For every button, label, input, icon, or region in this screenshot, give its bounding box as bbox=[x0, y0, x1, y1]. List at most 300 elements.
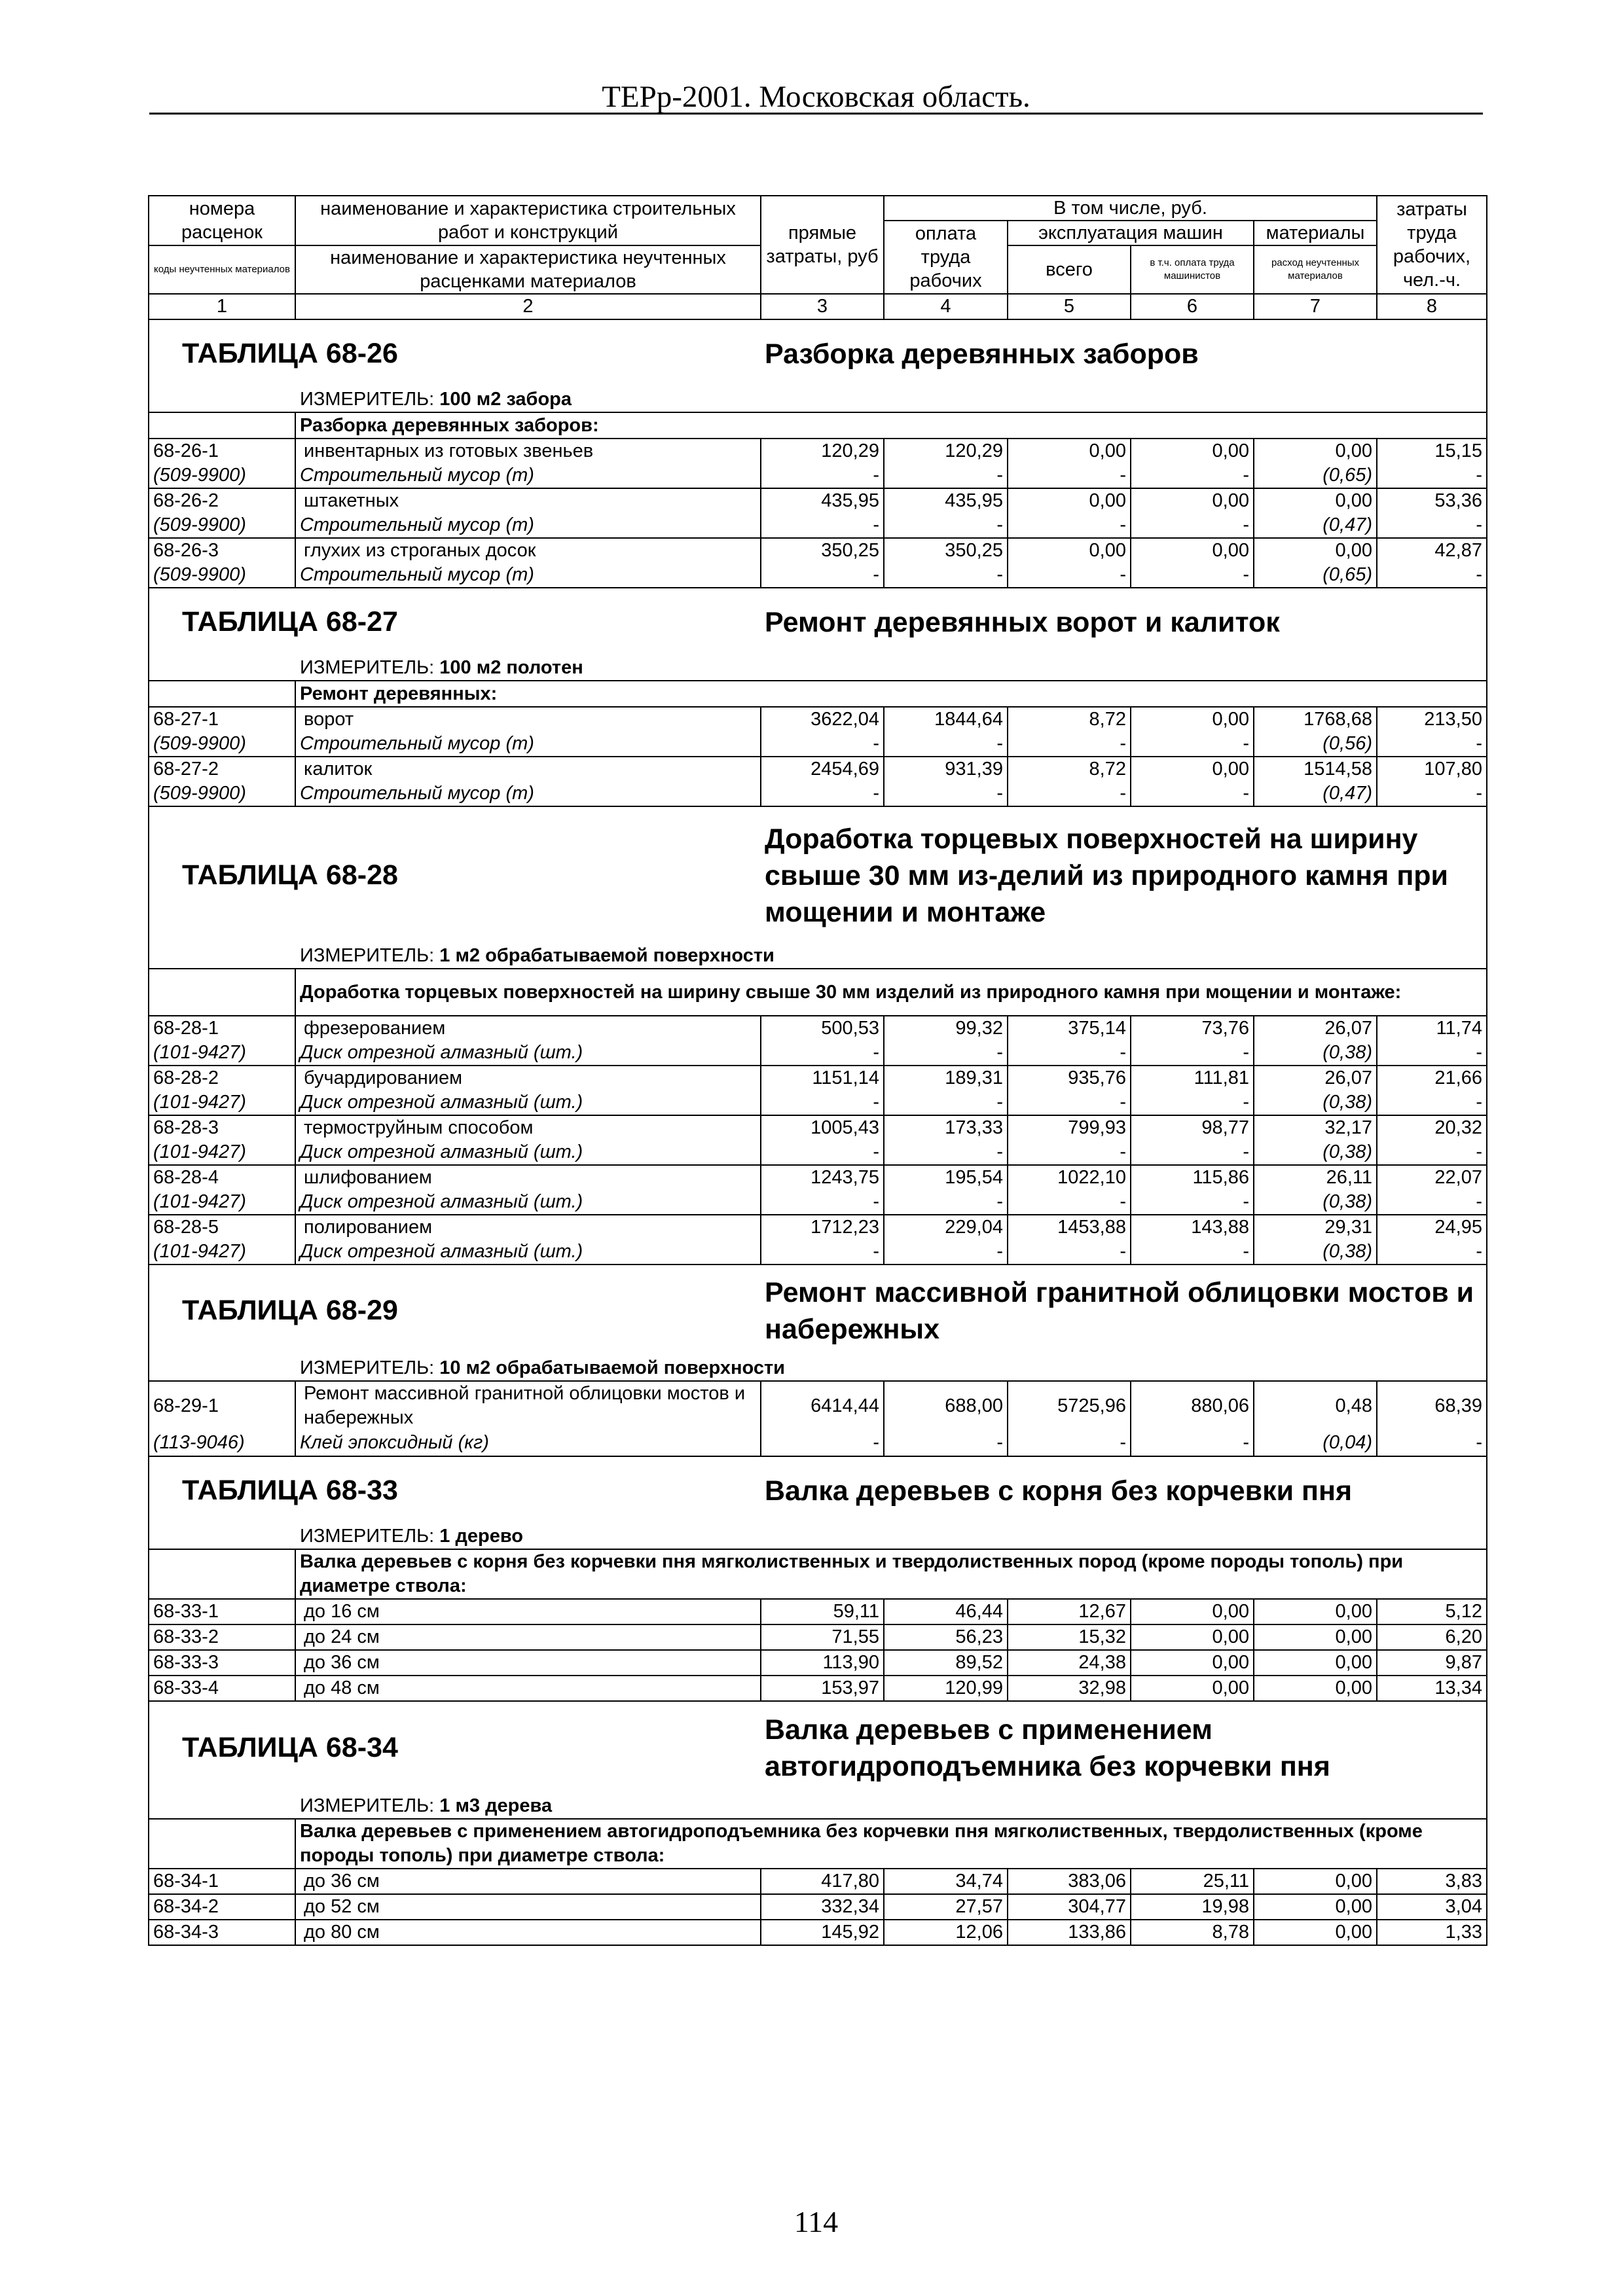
table-row bbox=[149, 1624, 1487, 1650]
value-cell: 417,80 bbox=[761, 1869, 884, 1894]
measure-row bbox=[149, 1524, 1487, 1549]
rate-code: 68-28-3 bbox=[149, 1115, 295, 1140]
material-row bbox=[149, 1090, 1487, 1115]
section-code-cell bbox=[149, 969, 295, 1016]
material-name: Строительный мусор (т) bbox=[295, 513, 761, 538]
material-value: (0,56) bbox=[1254, 732, 1377, 757]
table-number: ТАБЛИЦА 68-28 bbox=[149, 806, 761, 944]
value-cell: 32,17 bbox=[1254, 1115, 1377, 1140]
rate-name: до 36 см bbox=[295, 1869, 761, 1894]
value-cell: 1005,43 bbox=[761, 1115, 884, 1140]
column-numbers-row bbox=[149, 294, 1487, 319]
table-number: ТАБЛИЦА 68-26 bbox=[149, 319, 761, 387]
material-name: Диск отрезной алмазный (шт.) bbox=[295, 1190, 761, 1215]
col-num: 4 bbox=[884, 294, 1008, 319]
value-cell: 1453,88 bbox=[1008, 1215, 1131, 1240]
rate-name: бучардированием bbox=[295, 1066, 761, 1090]
material-code: (101-9427) bbox=[149, 1041, 295, 1066]
section-title: Валка деревьев с применением автогидроподъемника без корчевки пня мягколиственных, твердолиственных (кроме породы тополь) при диаметре ствола: bbox=[295, 1819, 1487, 1869]
section-row bbox=[149, 412, 1487, 439]
material-row bbox=[149, 463, 1487, 488]
value-cell: 8,72 bbox=[1008, 707, 1131, 732]
value-cell: 53,36 bbox=[1377, 488, 1487, 513]
material-value: - bbox=[1008, 1430, 1131, 1456]
measure-cell bbox=[149, 1524, 1487, 1549]
value-cell: 115,86 bbox=[1131, 1165, 1254, 1190]
material-value: - bbox=[1377, 1430, 1487, 1456]
value-cell: 89,52 bbox=[884, 1650, 1008, 1676]
value-cell: 1514,58 bbox=[1254, 757, 1377, 781]
value-cell: 931,39 bbox=[884, 757, 1008, 781]
material-value: (0,47) bbox=[1254, 513, 1377, 538]
value-cell: 0,00 bbox=[1131, 707, 1254, 732]
rate-code: 68-27-1 bbox=[149, 707, 295, 732]
value-cell: 3622,04 bbox=[761, 707, 884, 732]
value-cell: 21,66 bbox=[1377, 1066, 1487, 1090]
value-cell: 0,00 bbox=[1254, 1676, 1377, 1701]
measure-value: 10 м2 обрабатываемой поверхности bbox=[439, 1357, 785, 1378]
table-title: Разборка деревянных заборов bbox=[761, 319, 1487, 387]
table-row bbox=[149, 1599, 1487, 1624]
material-value: - bbox=[1131, 732, 1254, 757]
table-row bbox=[149, 439, 1487, 463]
rate-name: шлифованием bbox=[295, 1165, 761, 1190]
value-cell: 56,23 bbox=[884, 1624, 1008, 1650]
value-cell: 1151,14 bbox=[761, 1066, 884, 1090]
material-value: (0,38) bbox=[1254, 1041, 1377, 1066]
value-cell: 1712,23 bbox=[761, 1215, 884, 1240]
material-value: - bbox=[1008, 1041, 1131, 1066]
col-machines-header: эксплуатация машин bbox=[1008, 221, 1254, 245]
col-laborpay-header: оплата труда рабочих bbox=[884, 221, 1008, 294]
measure-value: 1 дерево bbox=[439, 1526, 524, 1547]
material-value: - bbox=[884, 1190, 1008, 1215]
value-cell: 11,74 bbox=[1377, 1016, 1487, 1041]
material-name: Диск отрезной алмазный (шт.) bbox=[295, 1041, 761, 1066]
section-row bbox=[149, 969, 1487, 1016]
value-cell: 133,86 bbox=[1008, 1920, 1131, 1945]
measure-value: 100 м2 забора bbox=[439, 389, 572, 410]
value-cell: 59,11 bbox=[761, 1599, 884, 1624]
measure-value: 1 м2 обрабатываемой поверхности bbox=[439, 945, 775, 966]
rate-name: до 24 см bbox=[295, 1624, 761, 1650]
value-cell: 688,00 bbox=[884, 1381, 1008, 1430]
section-row bbox=[149, 681, 1487, 707]
measure-value: 100 м2 полотен bbox=[439, 657, 583, 678]
material-name: Строительный мусор (т) bbox=[295, 732, 761, 757]
material-code: (101-9427) bbox=[149, 1140, 295, 1165]
material-code: (509-9900) bbox=[149, 463, 295, 488]
table-number: ТАБЛИЦА 68-29 bbox=[149, 1265, 761, 1356]
material-value: - bbox=[1377, 563, 1487, 588]
material-value: - bbox=[761, 563, 884, 588]
material-row bbox=[149, 1430, 1487, 1456]
measure-label: ИЗМЕРИТЕЛЬ: bbox=[300, 1357, 435, 1378]
table-title-row-t29 bbox=[149, 1265, 1487, 1356]
material-code: (101-9427) bbox=[149, 1090, 295, 1115]
section-title: Валка деревьев с корня без корчевки пня мягколиственных и твердолиственных пород (кроме породы тополь) при диаметре ствола: bbox=[295, 1549, 1487, 1599]
value-cell: 0,00 bbox=[1008, 488, 1131, 513]
rate-code: 68-34-1 bbox=[149, 1869, 295, 1894]
material-value: (0,65) bbox=[1254, 563, 1377, 588]
section-code-cell bbox=[149, 1549, 295, 1599]
material-value: - bbox=[761, 1140, 884, 1165]
col-labor-header: затраты труда рабочих, чел.-ч. bbox=[1377, 196, 1487, 294]
table-row bbox=[149, 1650, 1487, 1676]
value-cell: 0,00 bbox=[1254, 1869, 1377, 1894]
material-value: - bbox=[1131, 1190, 1254, 1215]
value-cell: 1844,64 bbox=[884, 707, 1008, 732]
material-value: - bbox=[884, 1090, 1008, 1115]
rate-name: термоструйным способом bbox=[295, 1115, 761, 1140]
rate-name: инвентарных из готовых звеньев bbox=[295, 439, 761, 463]
material-row bbox=[149, 1140, 1487, 1165]
material-code: (113-9046) bbox=[149, 1430, 295, 1456]
value-cell: 350,25 bbox=[884, 538, 1008, 563]
rate-code: 68-29-1 bbox=[149, 1381, 295, 1430]
value-cell: 111,81 bbox=[1131, 1066, 1254, 1090]
value-cell: 8,72 bbox=[1008, 757, 1131, 781]
value-cell: 6,20 bbox=[1377, 1624, 1487, 1650]
material-value: - bbox=[1131, 513, 1254, 538]
value-cell: 880,06 bbox=[1131, 1381, 1254, 1430]
measure-value: 1 м3 дерева bbox=[439, 1795, 553, 1816]
value-cell: 113,90 bbox=[761, 1650, 884, 1676]
material-name: Диск отрезной алмазный (шт.) bbox=[295, 1240, 761, 1265]
material-row bbox=[149, 1190, 1487, 1215]
col-num: 7 bbox=[1254, 294, 1377, 319]
material-value: - bbox=[761, 1041, 884, 1066]
table-title-row-t26 bbox=[149, 319, 1487, 387]
material-value: - bbox=[1377, 463, 1487, 488]
material-value: (0,47) bbox=[1254, 781, 1377, 806]
value-cell: 120,99 bbox=[884, 1676, 1008, 1701]
material-value: - bbox=[1377, 1240, 1487, 1265]
value-cell: 3,04 bbox=[1377, 1894, 1487, 1920]
value-cell: 12,06 bbox=[884, 1920, 1008, 1945]
value-cell: 13,34 bbox=[1377, 1676, 1487, 1701]
value-cell: 120,29 bbox=[761, 439, 884, 463]
material-value: - bbox=[1008, 781, 1131, 806]
col-num: 6 bbox=[1131, 294, 1254, 319]
col-machines-total-header: всего bbox=[1008, 245, 1131, 294]
value-cell: 3,83 bbox=[1377, 1869, 1487, 1894]
value-cell: 0,00 bbox=[1254, 1599, 1377, 1624]
rate-code: 68-28-2 bbox=[149, 1066, 295, 1090]
table-row bbox=[149, 538, 1487, 563]
rate-name: полированием bbox=[295, 1215, 761, 1240]
value-cell: 26,07 bbox=[1254, 1016, 1377, 1041]
page-number: 114 bbox=[793, 2205, 839, 2238]
material-value: - bbox=[761, 513, 884, 538]
value-cell: 229,04 bbox=[884, 1215, 1008, 1240]
material-value: - bbox=[1131, 1090, 1254, 1115]
measure-label: ИЗМЕРИТЕЛЬ: bbox=[300, 1526, 435, 1547]
material-value: (0,38) bbox=[1254, 1140, 1377, 1165]
value-cell: 0,00 bbox=[1131, 757, 1254, 781]
table-row bbox=[149, 707, 1487, 732]
material-value: - bbox=[1377, 1190, 1487, 1215]
table-title: Доработка торцевых поверхностей на ширину свыше 30 мм из-делий из природного камня при мощении и монтаже bbox=[761, 806, 1487, 944]
value-cell: 0,00 bbox=[1008, 439, 1131, 463]
value-cell: 332,34 bbox=[761, 1894, 884, 1920]
material-row bbox=[149, 563, 1487, 588]
measure-row bbox=[149, 944, 1487, 969]
material-code: (509-9900) bbox=[149, 781, 295, 806]
table-row bbox=[149, 1215, 1487, 1240]
measure-cell bbox=[149, 656, 1487, 681]
value-cell: 0,00 bbox=[1131, 439, 1254, 463]
col-code-header: номера расценок bbox=[149, 196, 295, 245]
value-cell: 120,29 bbox=[884, 439, 1008, 463]
value-cell: 153,97 bbox=[761, 1676, 884, 1701]
material-value: - bbox=[1008, 1090, 1131, 1115]
rate-code: 68-26-3 bbox=[149, 538, 295, 563]
table-row bbox=[149, 1869, 1487, 1894]
value-cell: 22,07 bbox=[1377, 1165, 1487, 1190]
value-cell: 0,00 bbox=[1131, 1650, 1254, 1676]
material-name: Строительный мусор (т) bbox=[295, 563, 761, 588]
value-cell: 46,44 bbox=[884, 1599, 1008, 1624]
col-materials-sub-header: расход неучтенных материалов bbox=[1254, 245, 1377, 294]
material-value: (0,04) bbox=[1254, 1430, 1377, 1456]
material-code: (101-9427) bbox=[149, 1190, 295, 1215]
material-value: - bbox=[1377, 732, 1487, 757]
measure-cell bbox=[149, 387, 1487, 412]
material-code: (509-9900) bbox=[149, 732, 295, 757]
value-cell: 107,80 bbox=[1377, 757, 1487, 781]
col-direct-header: прямые затраты, руб bbox=[761, 196, 884, 294]
value-cell: 143,88 bbox=[1131, 1215, 1254, 1240]
col-machines-incl-header: в т.ч. оплата труда машинистов bbox=[1131, 245, 1254, 294]
material-value: - bbox=[1131, 463, 1254, 488]
material-value: - bbox=[1008, 563, 1131, 588]
col-incl-header: В том числе, руб. bbox=[884, 196, 1377, 221]
table-row bbox=[149, 1381, 1487, 1430]
table-number: ТАБЛИЦА 68-34 bbox=[149, 1701, 761, 1794]
material-row bbox=[149, 781, 1487, 806]
material-value: (0,38) bbox=[1254, 1240, 1377, 1265]
section-title: Доработка торцевых поверхностей на ширину свыше 30 мм изделий из природного камня при мощении и монтаже: bbox=[295, 969, 1487, 1016]
rate-name: до 48 см bbox=[295, 1676, 761, 1701]
value-cell: 19,98 bbox=[1131, 1894, 1254, 1920]
value-cell: 799,93 bbox=[1008, 1115, 1131, 1140]
value-cell: 500,53 bbox=[761, 1016, 884, 1041]
measure-cell bbox=[149, 1356, 1487, 1381]
table-title-row-t28 bbox=[149, 806, 1487, 944]
rate-code: 68-26-1 bbox=[149, 439, 295, 463]
material-row bbox=[149, 1240, 1487, 1265]
value-cell: 0,00 bbox=[1254, 538, 1377, 563]
material-code: (101-9427) bbox=[149, 1240, 295, 1265]
value-cell: 20,32 bbox=[1377, 1115, 1487, 1140]
section-row bbox=[149, 1819, 1487, 1869]
section-code-cell bbox=[149, 1819, 295, 1869]
rate-name: до 16 см bbox=[295, 1599, 761, 1624]
measure-label: ИЗМЕРИТЕЛЬ: bbox=[300, 1795, 435, 1816]
material-value: - bbox=[761, 1240, 884, 1265]
table-row bbox=[149, 488, 1487, 513]
table-row bbox=[149, 1165, 1487, 1190]
rate-name: калиток bbox=[295, 757, 761, 781]
measure-label: ИЗМЕРИТЕЛЬ: bbox=[300, 945, 435, 966]
col-name-sub-header: наименование и характеристика неучтенных расценками материалов bbox=[295, 245, 761, 294]
col-num: 3 bbox=[761, 294, 884, 319]
material-row bbox=[149, 513, 1487, 538]
value-cell: 383,06 bbox=[1008, 1869, 1131, 1894]
rate-code: 68-28-1 bbox=[149, 1016, 295, 1041]
material-value: - bbox=[884, 732, 1008, 757]
rate-name: штакетных bbox=[295, 488, 761, 513]
material-value: (0,38) bbox=[1254, 1090, 1377, 1115]
material-row bbox=[149, 1041, 1487, 1066]
value-cell: 0,00 bbox=[1254, 1920, 1377, 1945]
material-value: - bbox=[1008, 463, 1131, 488]
value-cell: 350,25 bbox=[761, 538, 884, 563]
value-cell: 0,48 bbox=[1254, 1381, 1377, 1430]
material-value: - bbox=[1131, 1240, 1254, 1265]
value-cell: 0,00 bbox=[1254, 439, 1377, 463]
table-title-row-t33 bbox=[149, 1456, 1487, 1524]
value-cell: 42,87 bbox=[1377, 538, 1487, 563]
rate-code: 68-34-2 bbox=[149, 1894, 295, 1920]
material-value: - bbox=[1131, 1041, 1254, 1066]
table-row bbox=[149, 1920, 1487, 1945]
value-cell: 5,12 bbox=[1377, 1599, 1487, 1624]
value-cell: 0,00 bbox=[1131, 488, 1254, 513]
value-cell: 0,00 bbox=[1254, 1650, 1377, 1676]
value-cell: 2454,69 bbox=[761, 757, 884, 781]
rate-code: 68-27-2 bbox=[149, 757, 295, 781]
rate-code: 68-34-3 bbox=[149, 1920, 295, 1945]
value-cell: 375,14 bbox=[1008, 1016, 1131, 1041]
table-row bbox=[149, 1115, 1487, 1140]
value-cell: 29,31 bbox=[1254, 1215, 1377, 1240]
value-cell: 0,00 bbox=[1131, 1599, 1254, 1624]
table-title: Валка деревьев с применением автогидроподъемника без корчевки пня bbox=[761, 1701, 1487, 1794]
rate-code: 68-33-1 bbox=[149, 1599, 295, 1624]
material-value: (0,65) bbox=[1254, 463, 1377, 488]
material-value: - bbox=[761, 1090, 884, 1115]
table-row bbox=[149, 757, 1487, 781]
value-cell: 0,00 bbox=[1254, 1894, 1377, 1920]
value-cell: 1,33 bbox=[1377, 1920, 1487, 1945]
material-value: - bbox=[884, 463, 1008, 488]
value-cell: 0,00 bbox=[1254, 488, 1377, 513]
table-title: Ремонт деревянных ворот и калиток bbox=[761, 588, 1487, 656]
material-value: - bbox=[884, 1041, 1008, 1066]
material-value: - bbox=[884, 1140, 1008, 1165]
material-value: - bbox=[1008, 1240, 1131, 1265]
table-row bbox=[149, 1016, 1487, 1041]
section-code-cell bbox=[149, 681, 295, 707]
value-cell: 304,77 bbox=[1008, 1894, 1131, 1920]
measure-row bbox=[149, 387, 1487, 412]
col-num: 1 bbox=[149, 294, 295, 319]
value-cell: 5725,96 bbox=[1008, 1381, 1131, 1430]
table-title-row-t34 bbox=[149, 1701, 1487, 1794]
material-value: - bbox=[1377, 1041, 1487, 1066]
material-value: - bbox=[884, 1430, 1008, 1456]
table-number: ТАБЛИЦА 68-33 bbox=[149, 1456, 761, 1524]
rate-code: 68-28-5 bbox=[149, 1215, 295, 1240]
value-cell: 1768,68 bbox=[1254, 707, 1377, 732]
material-row bbox=[149, 732, 1487, 757]
measure-cell bbox=[149, 944, 1487, 969]
material-value: - bbox=[1131, 781, 1254, 806]
material-name: Клей эпоксидный (кг) bbox=[295, 1430, 761, 1456]
material-value: - bbox=[884, 563, 1008, 588]
value-cell: 0,00 bbox=[1131, 1624, 1254, 1650]
value-cell: 935,76 bbox=[1008, 1066, 1131, 1090]
rate-name: до 80 см bbox=[295, 1920, 761, 1945]
material-value: - bbox=[761, 463, 884, 488]
value-cell: 435,95 bbox=[884, 488, 1008, 513]
value-cell: 34,74 bbox=[884, 1869, 1008, 1894]
material-value: (0,38) bbox=[1254, 1190, 1377, 1215]
material-value: - bbox=[1131, 563, 1254, 588]
value-cell: 0,00 bbox=[1008, 538, 1131, 563]
value-cell: 26,11 bbox=[1254, 1165, 1377, 1190]
table-row bbox=[149, 1894, 1487, 1920]
rate-name: фрезерованием bbox=[295, 1016, 761, 1041]
value-cell: 99,32 bbox=[884, 1016, 1008, 1041]
rate-name: до 52 см bbox=[295, 1894, 761, 1920]
table-number: ТАБЛИЦА 68-27 bbox=[149, 588, 761, 656]
value-cell: 24,38 bbox=[1008, 1650, 1131, 1676]
table-title: Валка деревьев с корня без корчевки пня bbox=[761, 1456, 1487, 1524]
value-cell: 24,95 bbox=[1377, 1215, 1487, 1240]
material-value: - bbox=[761, 1430, 884, 1456]
col-code-sub-header: коды неучтенных материалов bbox=[149, 245, 295, 294]
section-row bbox=[149, 1549, 1487, 1599]
value-cell: 25,11 bbox=[1131, 1869, 1254, 1894]
value-cell: 6414,44 bbox=[761, 1381, 884, 1430]
material-value: - bbox=[1008, 732, 1131, 757]
table-row bbox=[149, 1676, 1487, 1701]
document-header: ТЕРр-2001. Московская область. bbox=[602, 80, 1030, 114]
rate-name: глухих из строганых досок bbox=[295, 538, 761, 563]
material-value: - bbox=[1377, 781, 1487, 806]
value-cell: 1022,10 bbox=[1008, 1165, 1131, 1190]
value-cell: 73,76 bbox=[1131, 1016, 1254, 1041]
rate-code: 68-33-2 bbox=[149, 1624, 295, 1650]
value-cell: 1243,75 bbox=[761, 1165, 884, 1190]
material-name: Диск отрезной алмазный (шт.) bbox=[295, 1090, 761, 1115]
measure-cell bbox=[149, 1794, 1487, 1819]
rate-code: 68-26-2 bbox=[149, 488, 295, 513]
value-cell: 98,77 bbox=[1131, 1115, 1254, 1140]
measure-row bbox=[149, 1794, 1487, 1819]
section-code-cell bbox=[149, 412, 295, 439]
header-rule bbox=[149, 113, 1483, 115]
material-value: - bbox=[884, 781, 1008, 806]
material-value: - bbox=[1377, 1090, 1487, 1115]
rate-code: 68-33-4 bbox=[149, 1676, 295, 1701]
table-title-row-t27 bbox=[149, 588, 1487, 656]
section-title: Ремонт деревянных: bbox=[295, 681, 1487, 707]
rate-code: 68-33-3 bbox=[149, 1650, 295, 1676]
measure-label: ИЗМЕРИТЕЛЬ: bbox=[300, 657, 435, 678]
measure-label: ИЗМЕРИТЕЛЬ: bbox=[300, 389, 435, 410]
header-row-1 bbox=[149, 196, 1487, 221]
value-cell: 213,50 bbox=[1377, 707, 1487, 732]
material-value: - bbox=[761, 732, 884, 757]
col-materials-header: материалы bbox=[1254, 221, 1377, 245]
material-value: - bbox=[1131, 1140, 1254, 1165]
table-row bbox=[149, 1066, 1487, 1090]
material-name: Строительный мусор (т) bbox=[295, 463, 761, 488]
